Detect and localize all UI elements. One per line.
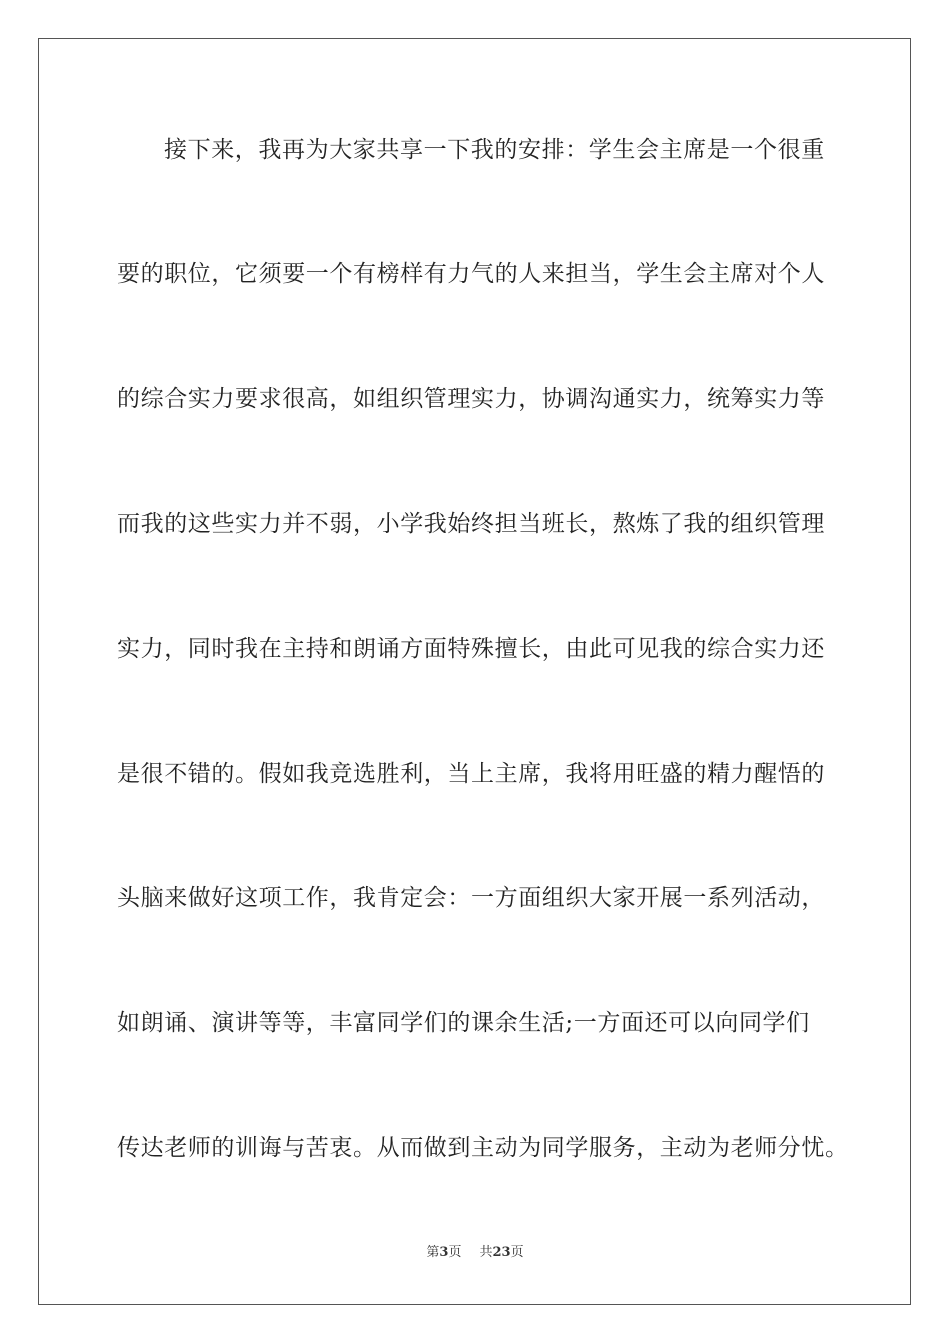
paragraph-line-1: 接下来，我再为大家共享一下我的安排：学生会主席是一个很重 — [164, 137, 825, 163]
page-frame — [38, 38, 911, 1305]
page-number-prefix: 第 — [426, 1245, 440, 1260]
page-number-total: 23 — [492, 1245, 511, 1260]
page-number-current: 3 — [439, 1245, 449, 1260]
page-total-prefix: 共 — [479, 1245, 493, 1260]
page-number-suffix: 页 — [448, 1245, 462, 1260]
paragraph-line-4: 而我的这些实力并不弱，小学我始终担当班长，熬炼了我的组织管理 — [117, 511, 825, 537]
page-footer — [0, 1244, 950, 1262]
paragraph-line-3: 的综合实力要求很高，如组织管理实力，协调沟通实力，统筹实力等 — [117, 386, 825, 412]
paragraph-line-6: 是很不错的。假如我竞选胜利，当上主席，我将用旺盛的精力醒悟的 — [117, 761, 825, 787]
paragraph-line-5: 实力，同时我在主持和朗诵方面特殊擅长，由此可见我的综合实力还 — [117, 636, 825, 662]
paragraph-line-8: 如朗诵、演讲等等，丰富同学们的课余生活;一方面还可以向同学们 — [117, 1010, 810, 1036]
paragraph-line-7: 头脑来做好这项工作，我肯定会：一方面组织大家开展一系列活动， — [117, 885, 825, 911]
paragraph-line-9: 传达老师的训诲与苦衷。从而做到主动为同学服务，主动为老师分忧。 — [117, 1135, 849, 1161]
page-total-suffix: 页 — [510, 1245, 524, 1260]
paragraph-line-2: 要的职位，它须要一个有榜样有力气的人来担当，学生会主席对个人 — [117, 261, 825, 287]
